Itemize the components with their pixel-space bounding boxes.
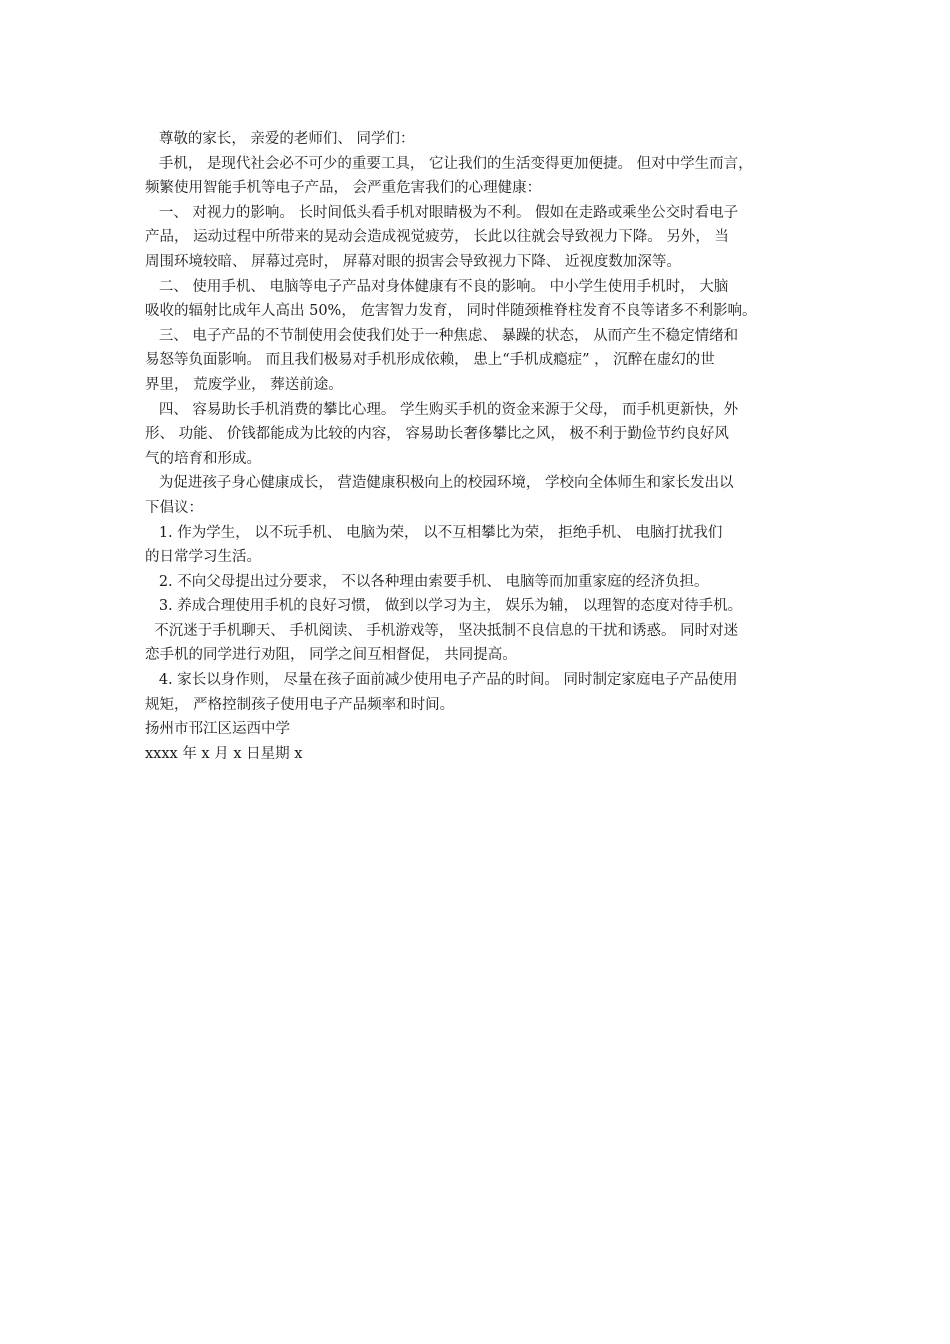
point-four-line: 形、 功能、 价钱都能成为比较的内容， 容易助长奢侈攀比之风， 极不利于勤俭节约良好风 [145,426,729,443]
point-three-line: 界里， 荒废学业， 葬送前途。 [145,376,343,393]
signature-school: 扬州市邗江区运西中学 [145,721,290,738]
signature-date: xxxx 年 x 月 x 日星期 x [145,745,303,762]
greeting-line: 尊敬的家长， 亲爱的老师们、 同学们： [145,131,415,147]
proposal-item-3-line: 不沉迷于手机聊天、 手机阅读、 手机游戏等， 坚决抵制不良信息的干扰和诱惑。 同时对迷 [145,622,739,639]
proposal-item-2-line: 2. 不向父母提出过分要求， 不以各种理由索要手机、 电脑等而加重家庭的经济负担。 [145,573,709,590]
proposal-item-1-line: 的日常学习生活。 [145,549,261,566]
proposal-item-4-line: 4. 家长以身作则， 尽量在孩子面前减少使用电子产品的时间。 同时制定家庭电子产品使用 [145,672,738,689]
proposal-intro-line: 下倡议： [145,499,203,516]
intro-line: 频繁使用智能手机等电子产品， 会严重危害我们的心理健康： [145,180,542,197]
point-two-line: 吸收的辐射比成年人高出 50%， 危害智力发育， 同时伴随颈椎脊柱发育不良等诸多不利影响。 [145,303,757,320]
proposal-intro-line: 为促进孩子身心健康成长， 营造健康积极向上的校园环境， 学校向全体师生和家长发出以 [145,475,734,492]
proposal-item-4-line: 规矩， 严格控制孩子使用电子产品频率和时间。 [145,696,455,713]
point-one-line: 产品， 运动过程中所带来的晃动会造成视觉疲劳， 长此以往就会导致视力下降。 另外， 当 [145,229,729,246]
point-four-line: 四、 容易助长手机消费的攀比心理。 学生购买手机的资金来源于父母， 而手机更新快，外 [145,401,739,418]
proposal-item-1-line: 1. 作为学生， 以不玩手机、 电脑为荣， 以不互相攀比为荣， 拒绝手机、 电脑打扰我们 [145,524,723,541]
point-one-line: 一、 对视力的影响。 长时间低头看手机对眼睛极为不利。 假如在走路或乘坐公交时看电子 [145,204,739,221]
intro-line: 手机， 是现代社会必不可少的重要工具， 它让我们的生活变得更加便捷。 但对中学生而言， [145,155,753,172]
point-two-line: 二、 使用手机、 电脑等电子产品对身体健康有不良的影响。 中小学生使用手机时， 大脑 [145,278,729,295]
document-body [145,127,825,766]
proposal-item-3-line: 恋手机的同学进行劝阻， 同学之间互相督促， 共同提高。 [145,647,517,664]
point-three-line: 易怒等负面影响。 而且我们极易对手机形成依赖， 患上“手机成瘾症” ， 沉醉在虚幻的世 [145,352,715,369]
proposal-item-3-line: 3. 养成合理使用手机的良好习惯， 做到以学习为主， 娱乐为辅， 以理智的态度对待手机。 [145,598,743,615]
point-four-line: 气的培育和形成。 [145,450,261,467]
point-one-line: 周围环境较暗、 屏幕过亮时， 屏幕对眼的损害会导致视力下降、 近视度数加深等。 [145,253,681,270]
point-three-line: 三、 电子产品的不节制使用会使我们处于一种焦虑、 暴躁的状态， 从而产生不稳定情绪和 [145,327,739,344]
